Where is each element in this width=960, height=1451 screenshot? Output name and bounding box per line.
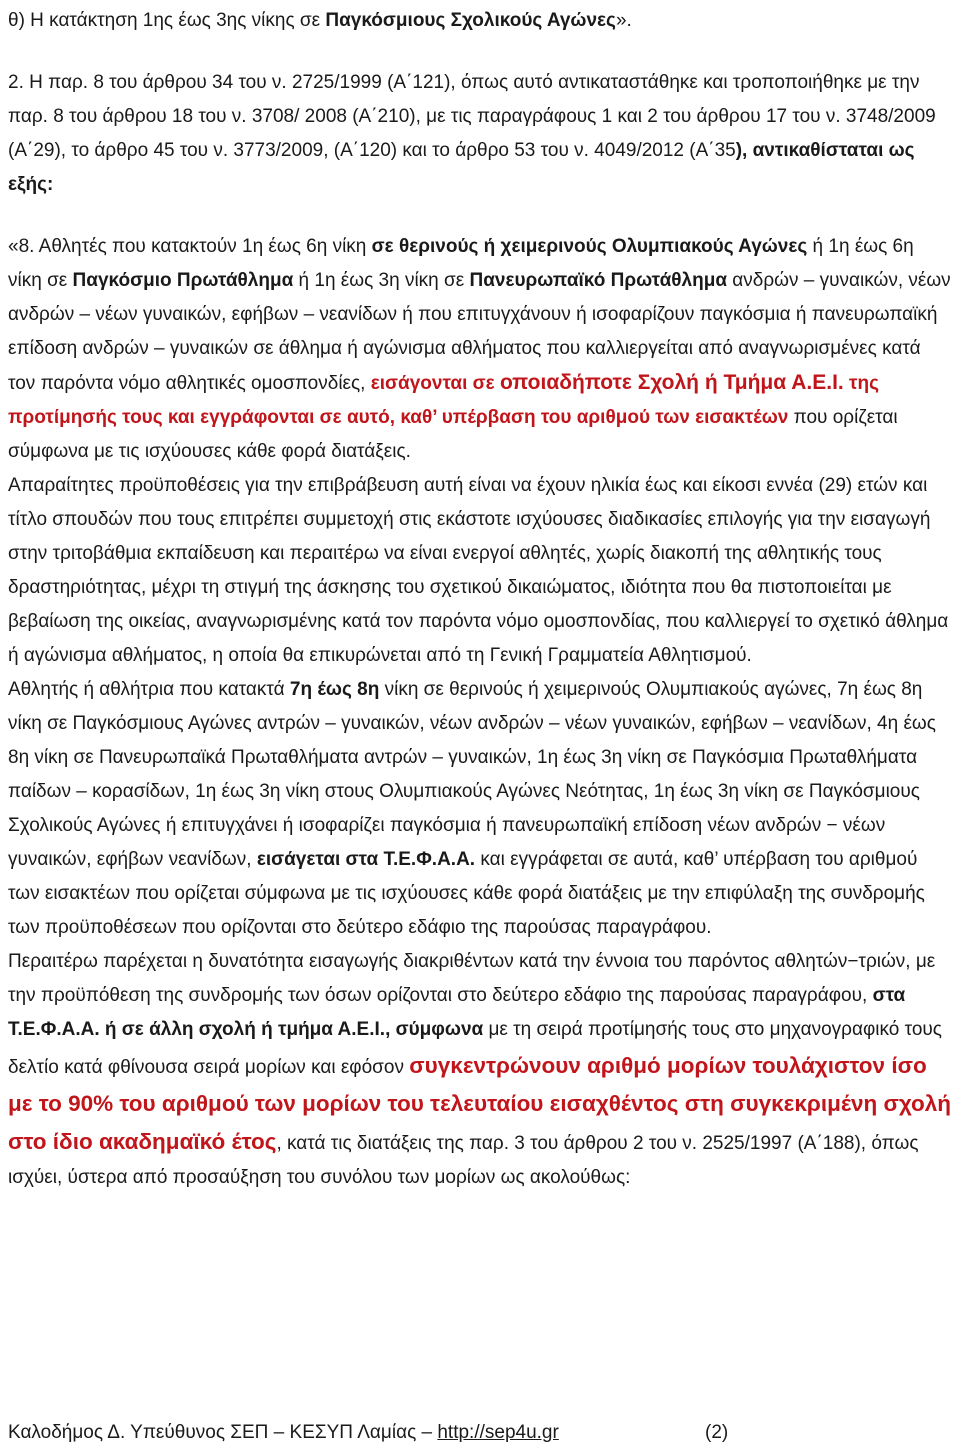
paragraph-2 xyxy=(8,66,952,202)
red-bold-text-large: οποιαδήποτε Σχολή ή Τμήμα Α.Ε.Ι. xyxy=(499,371,844,394)
paragraph-requirements: Απαραίτητες προϋποθέσεις για την επιβράβευση αυτή είναι να έχουν ηλικία έως και είκοσι εννέα (29) ετών και τίτλο σπουδών που τους επιτρέπει συμμετοχή στις εκάστοτε ισχύουσες διαδικασίες επιλογής για την εισαγωγή στην τριτοβάθμια εκπαίδευση και περαιτέρω να είναι ενεργοί αθλητές, χωρίς διακοπή της αθλητικής τους δραστηριότητας, μέχρι τη στιγμή της άσκησης του σχετικού δικαιώματος, ιδιότητα που θα πιστοποιείται με βεβαίωση της οικείας, αναγνωρισμένης κατά τον παρόντα νόμο ομοσπονδίας, που καλλιεργεί το σχετικό άθλημα ή αγώνισμα αθλήματος, η οποία θα επικυρώνεται από τη Γενική Γραμματεία Αθλητισμού. xyxy=(8,475,949,666)
bold-text: ), αντικαθίσταται ως εξής: xyxy=(8,140,915,195)
bold-text: Πανευρωπαϊκό Πρωτάθλημα xyxy=(469,270,728,291)
page-number: (2) xyxy=(705,1422,729,1443)
text: ». xyxy=(615,10,632,31)
text: και εγγράφεται σε αυτά, καθ’ υπέρβαση του αριθμού των εισακτέων που ορίζεται σύμφωνα με τις ισχύουσες κάθε φορά διατάξεις με την επιφύλαξη της συνδρομής των προϋποθέσεων που ορίζονται στο δεύτερο εδάφιο της παρούσας παραγράφου. xyxy=(8,849,925,938)
bold-text: Παγκόσμιο Πρωτάθλημα xyxy=(72,270,294,291)
text: νίκη σε θερινούς ή χειμερινούς Ολυμπιακούς αγώνες, 7η έως 8η νίκη σε Παγκόσμιους Αγώνες αντρών – γυναικών, νέων ανδρών – νέων γυναικών, εφήβων – νεανίδων, 4η έως 8η νίκη σε Πανευρωπαϊκά Πρωταθλήματα αντρών – γυναικών, 1η έως 3η νίκη σε Παγκόσμια Πρωταθλήματα παίδων – κορασίδων, 1η έως 3η νίκη στους Ολυμπιακούς Αγώνες Νεότητας, 1η έως 3η νίκη σε Παγκόσμιους Σχολικούς Αγώνες ή επιτυγχάνει ή ισοφαρίζει παγκόσμια ή πανευρωπαϊκή επίδοση νέων ανδρών − νέων γυναικών, εφήβων νεανίδων, xyxy=(8,679,936,870)
paragraph-8 xyxy=(8,230,952,469)
document-page xyxy=(8,0,952,1195)
paragraph-further-admission xyxy=(8,945,952,1195)
text: ή 1η έως 3η νίκη σε xyxy=(293,270,470,291)
bold-text: Παγκόσμιους Σχολικούς Αγώνες xyxy=(325,10,616,31)
paragraph-7-8-wins xyxy=(8,673,952,945)
page-footer xyxy=(8,1418,952,1448)
text: ή 1η έως 6η νίκη σε xyxy=(8,236,914,291)
text: 2. Η παρ. 8 του άρθρου 34 του ν. 2725/1999 (Α΄121), όπως αυτό αντικαταστάθηκε και τροποποιήθηκε με την παρ. 8 του άρθρου 18 του ν. 3708/ 2008 (Α΄210), με τις παραγράφους 1 και 2 του άρθρου 17 του ν. 3748/2009 (Α΄29), το άρθρο 45 του ν. 3773/2009, (Α΄120) και το άρθρο 53 του ν. 4049/2012 (Α΄35 xyxy=(8,72,936,161)
bold-text: σε θερινούς ή χειμερινούς Ολυμπιακούς Αγώνες xyxy=(371,236,808,257)
red-bold-text-large: συγκεντρώνουν αριθμό μορίων τουλάχιστον ίσο με το 90% του αριθμού των μορίων του τελευταίου εισαχθέντος στη συγκεκριμένη σχολή στο ίδιο ακαδημαϊκό έτος xyxy=(8,1053,952,1154)
footer-link[interactable]: http://sep4u.gr xyxy=(437,1422,559,1443)
bold-text: 7η έως 8η xyxy=(289,679,380,700)
text: θ) Η κατάκτηση 1ης έως 3ης νίκης σε xyxy=(8,10,326,31)
footer-author: Καλοδήμος Δ. Υπεύθυνος ΣΕΠ – ΚΕΣΥΠ Λαμίας – xyxy=(8,1422,438,1443)
text: «8. Αθλητές που κατακτούν 1η έως 6η νίκη xyxy=(8,236,372,257)
bold-text: εισάγεται στα Τ.Ε.Φ.Α.Α. xyxy=(256,849,476,870)
bold-text: στα Τ.Ε.Φ.Α.Α. ή σε άλλη σχολή ή τμήμα Α.Ε.Ι., σύμφωνα xyxy=(8,985,906,1040)
text: ανδρών – γυναικών, νέων ανδρών – νέων γυναικών, εφήβων – νεανίδων ή που επιτυγχάνουν ή ισοφαρίζουν παγκόσμια ή πανευρωπαϊκή επίδοση ανδρών – γυναικών σε άθλημα ή αγώνισμα αθλήματος που καλλιεργείται από αναγνωρισμένες κατά τον παρόντα νόμο αθλητικές ομοσπονδίες, xyxy=(8,270,951,394)
text: με τη σειρά προτίμησής τους στο μηχανογραφικό τους δελτίο κατά φθίνουσα σειρά μορίων και εφόσον xyxy=(8,1019,942,1078)
paragraph-theta xyxy=(8,4,952,38)
red-bold-text: εισάγονται σε xyxy=(370,373,500,394)
text: Αθλητής ή αθλήτρια που κατακτά xyxy=(8,679,290,700)
red-bold-text: της προτίμησής τους και εγγράφονται σε αυτό, καθ’ υπέρβαση του αριθμού των εισακτέων xyxy=(8,373,880,428)
text: , κατά τις διατάξεις της παρ. 3 του άρθρου 2 του ν. 2525/1997 (Α΄188), όπως ισχύει, ύστερα από προσαύξηση του συνόλου των μορίων ως ακολούθως: xyxy=(8,1133,919,1188)
text: Περαιτέρω παρέχεται η δυνατότητα εισαγωγής διακριθέντων κατά την έννοια του παρόντος αθλητών−τριών, με την προϋπόθεση της συνδρομής των όσων ορίζονται στο δεύτερο εδάφιο της παρούσας παραγράφου, xyxy=(8,951,936,1006)
text: που ορίζεται σύμφωνα με τις ισχύουσες κάθε φορά διατάξεις. xyxy=(8,407,898,462)
